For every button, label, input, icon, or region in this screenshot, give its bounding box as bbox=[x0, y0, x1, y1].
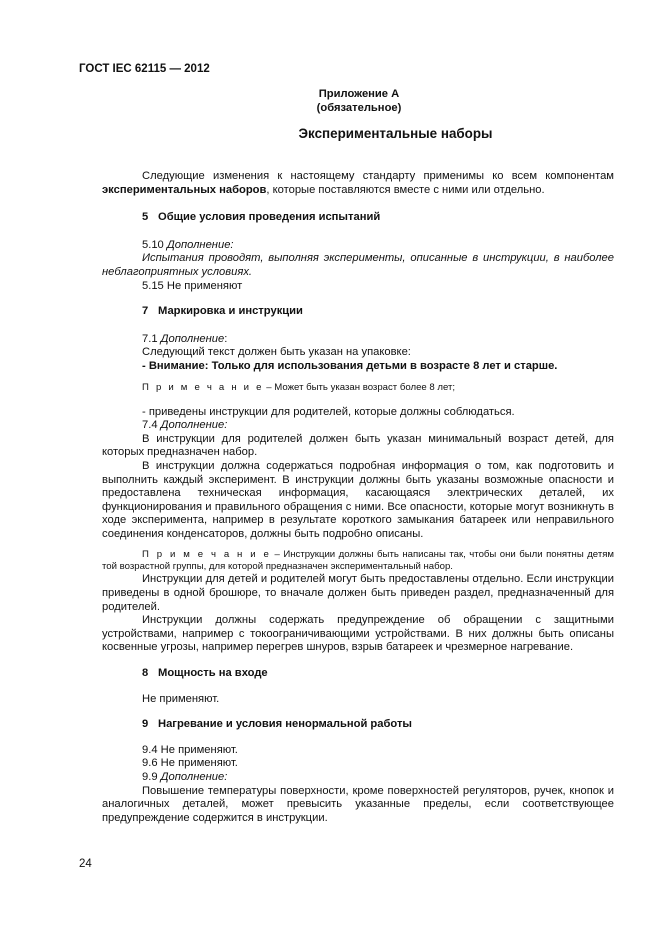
section-5-heading: 5 Общие условия проведения испытаний bbox=[142, 211, 381, 224]
clause-9-9: 9.9 Дополнение: bbox=[142, 771, 228, 783]
document-header: ГОСТ IEC 62115 — 2012 bbox=[79, 63, 210, 75]
clause-7-1-text: Следующий текст должен быть указан на упаковке: bbox=[142, 346, 411, 359]
section-8-heading: 8 Мощность на входе bbox=[142, 667, 268, 680]
page-number: 24 bbox=[79, 858, 92, 870]
section-9-heading: 9 Нагревание и условия ненормальной работы bbox=[142, 718, 412, 731]
clause-9-4: 9.4 Не применяют. bbox=[142, 743, 238, 756]
clause-7-4-p3: Инструкции для детей и родителей могут быть предоставлены отдельно. Если инструкции приведены в одной брошюре, то вначале должен быть приведен раздел, предназначенный для родителей. bbox=[102, 573, 614, 613]
parents-instructions-item: - приведены инструкции для родителей, которые должны соблюдаться. bbox=[142, 405, 515, 418]
section-7-heading: 7 Маркировка и инструкции bbox=[142, 305, 303, 318]
section-8-text: Не применяют. bbox=[142, 692, 220, 705]
note-1: П р и м е ч а н и е – Может быть указан возраст более 8 лет; bbox=[142, 381, 456, 393]
clause-5-10-text: Испытания проводят, выполняя эксперименты, описанные в инструкции, в наиболее неблагоприятных условиях. bbox=[102, 252, 614, 278]
clause-7-4: 7.4 Дополнение: bbox=[142, 419, 228, 432]
document-body bbox=[102, 170, 614, 825]
annex-doc-title: Экспериментальные наборы bbox=[298, 126, 493, 141]
warning-text: - Внимание: Только для использования детьми в возрасте 8 лет и старше. bbox=[142, 359, 558, 372]
clause-7-1: 7.1 Дополнение: bbox=[142, 332, 228, 345]
intro-paragraph: Следующие изменения к настоящему стандарту применимы ко всем компонентам экспериментальных наборов, которые поставляются вместе с ними или отдельно. bbox=[102, 170, 614, 196]
clause-5-10: 5.10 Дополнение: bbox=[142, 238, 234, 251]
note-2: П р и м е ч а н и е – Инструкции должны быть написаны так, чтобы они были понятны детям той возрастной группы, для которой предназначен экспериментальный набор. bbox=[102, 549, 615, 573]
clause-7-4-p2: В инструкции должна содержаться подробная информация о том, как подготовить и выполнить каждый эксперимент. В инструкции должны быть указаны возможные опасности и предоставлена техническая информация, касающаяся электрических деталей, их функционирования и правильного обращения с ними. Все опасности, которые могут возникнуть в ходе эксперимента, например в результате короткого замыкания батареек или неправильного соединения конденсаторов, должны быть подробно описаны. bbox=[102, 459, 614, 540]
clause-7-4-p1: В инструкции для родителей должен быть указан минимальный возраст детей, для которых предназначен набор. bbox=[102, 432, 614, 459]
clause-9-6: 9.6 Не применяют. bbox=[142, 757, 238, 770]
annex-status: (обязательное) bbox=[316, 101, 402, 114]
clause-7-4-p4: Инструкции должны содержать предупреждение об обращении с защитными устройствами, например с токоограничивающими устройствами. В них должны быть описаны косвенные угрозы, например перегрев шнуров, взрыв батареек и чрезмерное нагревание. bbox=[102, 614, 614, 654]
annex-title: Приложение А bbox=[318, 88, 400, 100]
clause-5-15: 5.15 Не применяют bbox=[142, 279, 243, 292]
clause-9-9-text: Повышение температуры поверхности, кроме поверхностей регуляторов, ручек, кнопок и аналогичных деталей, может превысить указанные пределы, если соответствующее предупреждение содержится в инструкции. bbox=[102, 784, 614, 824]
annex-heading bbox=[300, 88, 418, 115]
